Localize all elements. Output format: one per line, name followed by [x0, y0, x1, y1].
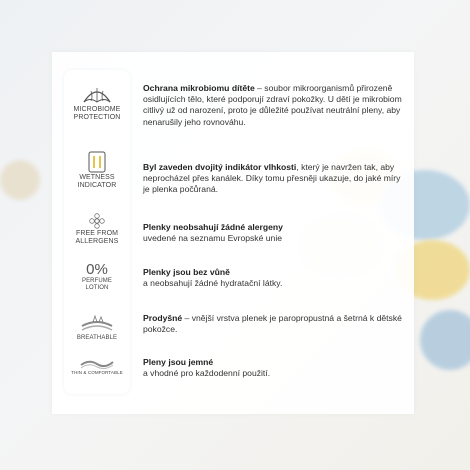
background-egg-left: [0, 160, 40, 200]
feature-title: Plenky jsou bez vůně: [143, 267, 230, 277]
feature-title: Pleny jsou jemné: [143, 357, 214, 367]
feature-text: , který je navržen tak, aby neprocházel přes kanálek. Díky tomu přesněji ukazuje, do jaké míry je plenka počůraná.: [143, 162, 401, 195]
icon-label-line: THIN & COMFORTABLE: [71, 370, 123, 375]
icon-column: [64, 70, 130, 394]
feature-microbiome: [143, 83, 408, 128]
icon-label-line: FREE FROM: [75, 230, 119, 237]
umbrella-icon: [82, 84, 112, 106]
icon-label-line: PERFUME: [81, 278, 113, 284]
breathable-icon: [79, 312, 115, 334]
feature-text: – vnější vrstva plenek je paropropustná a šetrná k dětské pokožce.: [143, 313, 402, 335]
feature-title: Plenky neobsahují žádné alergeny: [143, 222, 283, 232]
icon-label-line: ALLERGENS: [75, 238, 119, 245]
icon-label-line: BREATHABLE: [76, 335, 118, 341]
icon-label-line: LOTION: [85, 285, 109, 291]
thin-comfortable-badge: [64, 356, 130, 376]
breathable-badge: [64, 312, 130, 342]
feature-title: Ochrana mikrobiomu dítěte: [143, 83, 255, 93]
feature-fragrance-free: [143, 267, 408, 289]
feature-wetness-indicator: [143, 162, 408, 196]
feature-breathable: [143, 313, 408, 335]
icon-label-line: PROTECTION: [73, 114, 121, 121]
background-egg-blue-2: [420, 310, 470, 370]
flower-icon: [88, 212, 106, 230]
icon-label-line: MICROBIOME: [73, 106, 121, 113]
feature-title: Byl zaveden dvojitý indikátor vlhkosti: [143, 162, 297, 172]
diaper-indicator-icon: [86, 150, 108, 174]
perfume-lotion-badge: [64, 262, 130, 292]
feature-text: a neobsahují žádné hydratační látky.: [143, 278, 283, 289]
free-from-allergens-badge: [64, 212, 130, 246]
thin-comfortable-icon: [79, 356, 115, 370]
microbiome-protection-badge: [64, 84, 130, 122]
icon-label-line: INDICATOR: [77, 182, 117, 189]
feature-text: a vhodné pro každodenní použití.: [143, 368, 271, 379]
wetness-indicator-badge: [64, 150, 130, 190]
feature-soft: [143, 357, 408, 379]
icon-label-line: WETNESS: [79, 174, 115, 181]
feature-allergens: [143, 222, 408, 244]
feature-text: uvedené na seznamu Evropské unie: [143, 233, 283, 244]
feature-title: Prodyšné: [143, 313, 183, 323]
percent-icon: 0%: [86, 261, 108, 278]
feature-text: – soubor mikroorganismů přirozeně osidlujících tělo, které podporují zdraví pokožky. U dětí je mikrobiom citlivý už od narození, proto je důležité používat neutrální pleny, aby nenarušily jeho rovnováhu.: [143, 83, 402, 127]
